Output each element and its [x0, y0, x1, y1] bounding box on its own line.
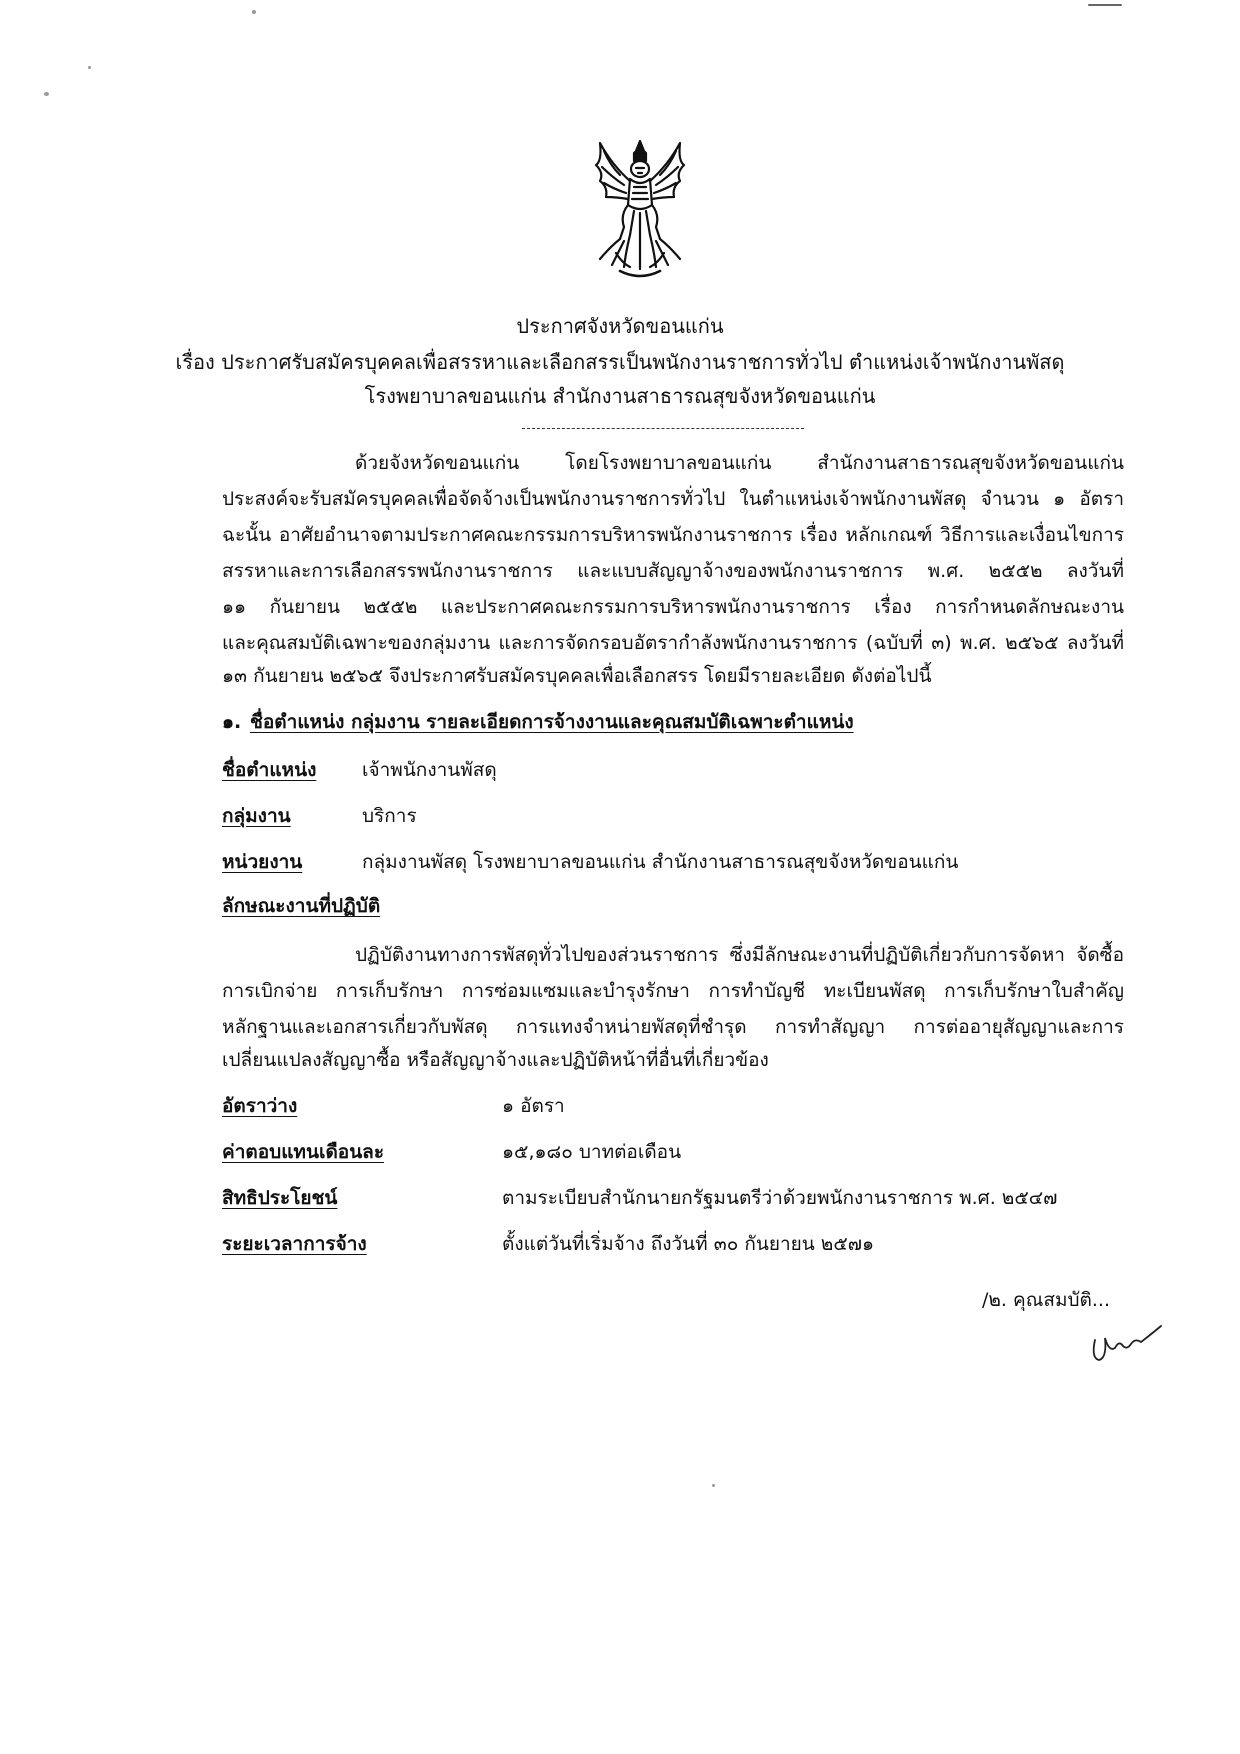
intro-line-3: ฉะนั้น อาศัยอำนาจตามประกาศคณะกรรมการบริหารพนักงานราชการ เรื่อง หลักเกณฑ์ วิธีการและเงื่อนไขการ — [222, 524, 1124, 546]
intro-line-5: ๑๑ กันยายน ๒๕๕๒ และประกาศคณะกรรมการบริหารพนักงานราชการ เรื่อง การกำหนดลักษณะงาน — [222, 596, 1124, 618]
employment-period-label: ระยะเวลาการจ้าง — [222, 1233, 367, 1255]
position-value: เจ้าพนักงานพัสดุ — [362, 759, 497, 781]
signature-initial-icon — [1085, 1318, 1165, 1370]
duties-line-3: หลักฐานและเอกสารเกี่ยวกับพัสดุ การแทงจำหน่ายพัสดุที่ชำรุด การทำสัญญา การต่ออายุสัญญาและการ — [222, 1016, 1124, 1038]
intro-line-1: ด้วยจังหวัดขอนแก่น โดยโรงพยาบาลขอนแก่น สำนักงานสาธารณสุขจังหวัดขอนแก่น — [355, 452, 1124, 474]
position-label: ชื่อตำแหน่ง — [222, 759, 317, 781]
intro-line-7: ๑๓ กันยายน ๒๕๖๕ จึงประกาศรับสมัครบุคคลเพื่อเลือกสรร โดยมีรายละเอียด ดังต่อไปนี้ — [222, 665, 932, 687]
announcement-subject-line2: โรงพยาบาลขอนแก่น สำนักงานสาธารณสุขจังหวัดขอนแก่น — [364, 384, 876, 408]
unit-value: กลุ่มงานพัสดุ โรงพยาบาลขอนแก่น สำนักงานสาธารณสุขจังหวัดขอนแก่น — [362, 851, 959, 873]
benefits-label: สิทธิประโยชน์ — [222, 1187, 338, 1209]
unit-label: หน่วยงาน — [222, 851, 303, 873]
intro-line-6: และคุณสมบัติเฉพาะของกลุ่มงาน และการจัดกรอบอัตรากำลังพนักงานราชการ (ฉบับที่ ๓) พ.ศ. ๒๕๖๕ ลงวันที่ — [222, 632, 1124, 654]
header-divider — [522, 428, 804, 429]
vacancy-label: อัตราว่าง — [222, 1095, 298, 1117]
group-value: บริการ — [362, 805, 417, 827]
announcement-subject: เรื่อง ประกาศรับสมัครบุคคลเพื่อสรรหาและเลือกสรรเป็นพนักงานราชการทั่วไป ตำแหน่งเจ้าพนักงานพัสดุ — [175, 350, 1065, 374]
scan-speck — [88, 66, 91, 69]
intro-line-4: สรรหาและการเลือกสรรพนักงานราชการ และแบบสัญญาจ้างของพนักงานราชการ พ.ศ. ๒๕๕๒ ลงวันที่ — [222, 560, 1124, 582]
duties-line-2: การเบิกจ่าย การเก็บรักษา การซ่อมแซมและบำรุงรักษา การทำบัญชี ทะเบียนพัสดุ การเก็บรักษาใบสำคัญ — [222, 980, 1124, 1002]
employment-period-value: ตั้งแต่วันที่เริ่มจ้าง ถึงวันที่ ๓๐ กันยายน ๒๕๗๑ — [502, 1233, 875, 1255]
scan-speck — [252, 10, 256, 14]
section-1-number: ๑. — [222, 711, 242, 733]
intro-line-2: ประสงค์จะรับสมัครบุคคลเพื่อจัดจ้างเป็นพนักงานราชการทั่วไป ในตำแหน่งเจ้าพนักงานพัสดุ จำนวน ๑ อัตรา — [222, 488, 1124, 510]
benefits-value: ตามระเบียบสำนักนายกรัฐมนตรีว่าด้วยพนักงานราชการ พ.ศ. ๒๕๔๗ — [502, 1187, 1058, 1209]
section-1-heading: ชื่อตำแหน่ง กลุ่มงาน รายละเอียดการจ้างงานและคุณสมบัติเฉพาะตำแหน่ง — [250, 711, 854, 733]
duties-line-4: เปลี่ยนแปลงสัญญาซื้อ หรือสัญญาจ้างและปฏิบัติหน้าที่อื่นที่เกี่ยวข้อง — [222, 1049, 769, 1071]
garuda-emblem-icon — [590, 135, 690, 285]
announcement-title: ประกาศจังหวัดขอนแก่น — [516, 314, 724, 338]
scan-speck — [1088, 4, 1122, 6]
duties-label: ลักษณะงานที่ปฏิบัติ — [222, 895, 381, 917]
salary-label: ค่าตอบแทนเดือนละ — [222, 1141, 385, 1163]
scan-speck — [44, 92, 49, 96]
group-label: กลุ่มงาน — [222, 805, 291, 827]
duties-line-1: ปฏิบัติงานทางการพัสดุทั่วไปของส่วนราชการ ซึ่งมีลักษณะงานที่ปฏิบัติเกี่ยวกับการจัดหา จัดซื้อ — [355, 944, 1124, 966]
vacancy-value: ๑ อัตรา — [502, 1095, 565, 1117]
salary-value: ๑๕,๑๘๐ บาทต่อเดือน — [502, 1141, 682, 1163]
scan-speck — [712, 1484, 715, 1487]
continuation-note: /๒. คุณสมบัติ... — [982, 1289, 1110, 1311]
